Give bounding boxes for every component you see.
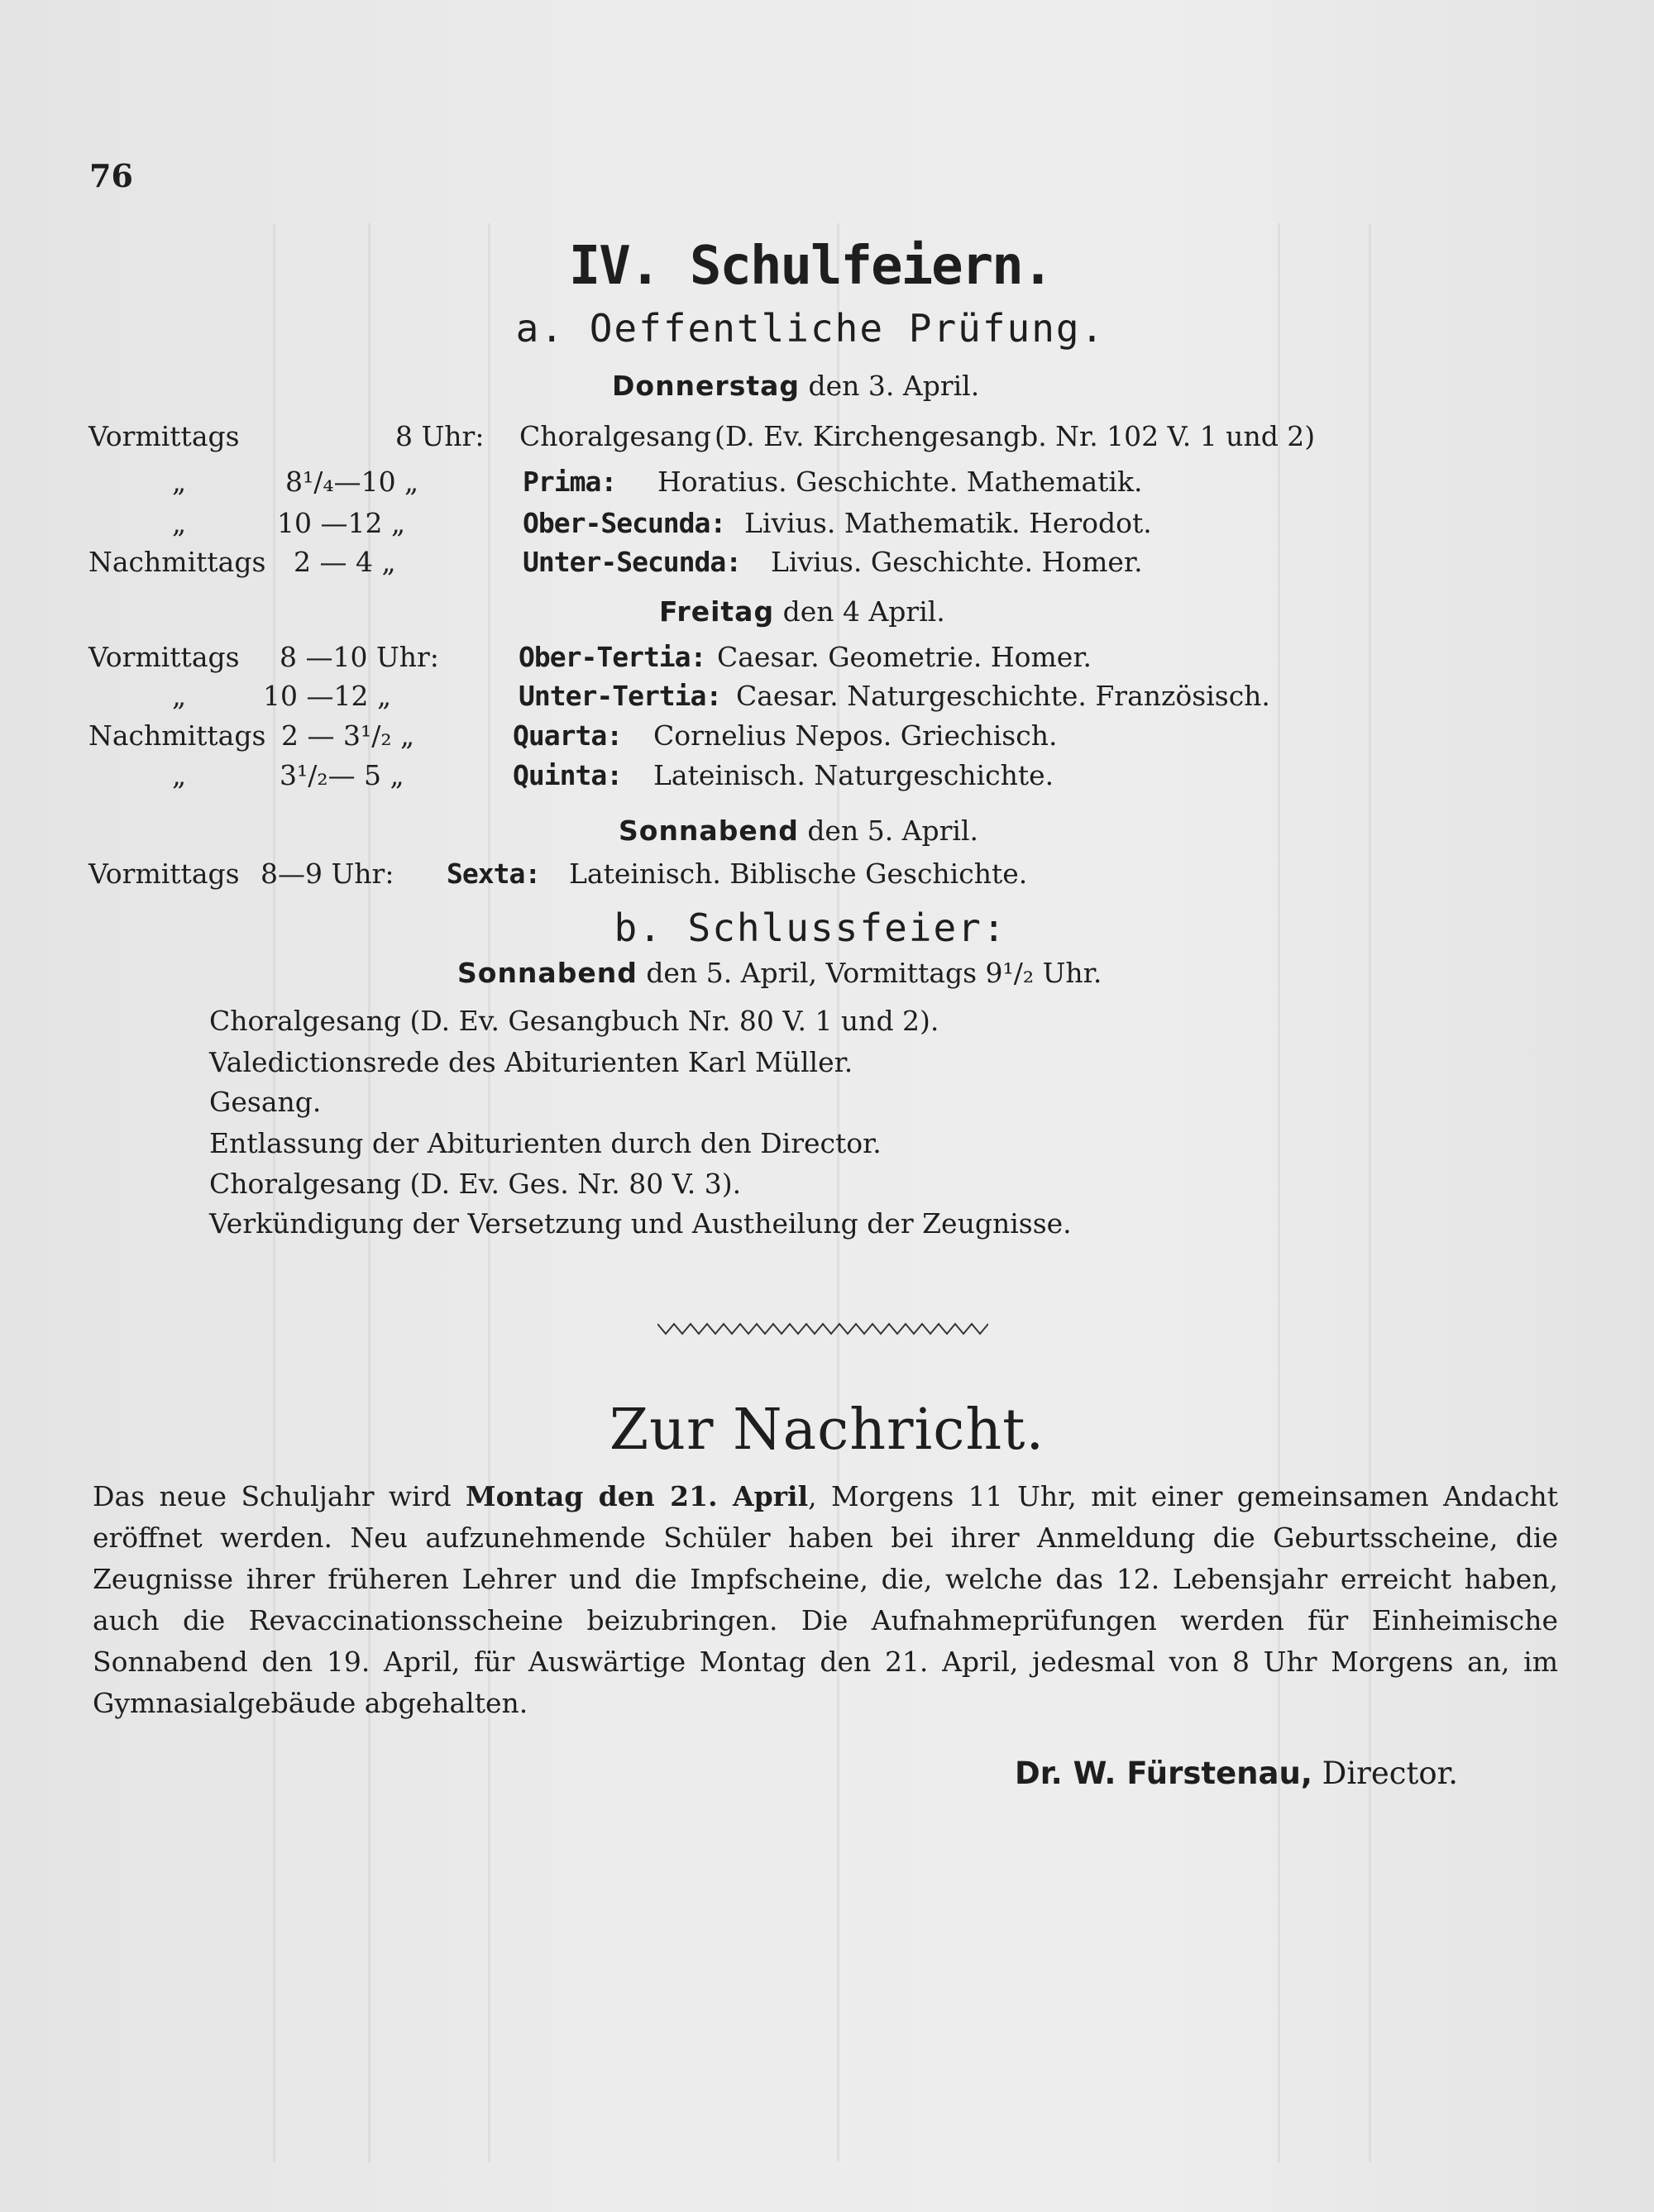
schedule-subjects: Horatius. Geschichte. Mathematik. (657, 466, 1143, 498)
signature: Dr. W. Fürstenau, Director. (1015, 1756, 1458, 1791)
bleed-through-line (1369, 223, 1371, 2162)
schedule-subjects: Caesar. Geometrie. Homer. (717, 641, 1092, 673)
schlussfeier-item: Gesang. (209, 1086, 322, 1118)
schedule-time: 10 —12 „ (277, 507, 406, 539)
schedule-time: 8 —10 Uhr: (280, 641, 439, 673)
schedule-period: Vormittags (88, 858, 240, 890)
schedule-class: Sexta: (447, 858, 541, 890)
schlussfeier-date-line: Sonnabend den 5. April, Vormittags 9¹/₂ Uhr. (457, 957, 1102, 989)
section-title: IV. Schulfeiern. (568, 236, 1053, 297)
schedule-period: „ (172, 759, 187, 791)
notice-paragraph: Das neue Schuljahr wird Montag den 21. April, Morgens 11 Uhr, mit einer gemeinsamen Andacht eröffnet werden. Neu aufzunehmende Schüler haben bei ihrer Anmeldung die Geburtsscheine, die Zeugnisse ihrer früheren Lehrer und die Impfscheine, die, welche das 12. Lebensjahr erreicht haben, auch die Revaccinationsscheine beizubringen. Die Aufnahmeprüfungen werden für Einheimische Sonnabend den 19. April, für Auswärtige Montag den 21. April, jedesmal von 8 Uhr Morgens an, im Gymnasialgebäude abgehalten. (93, 1480, 1558, 1719)
schedule-class: Choralgesang (519, 420, 712, 452)
day-heading-freitag: Freitag den 4 April. (659, 595, 945, 628)
schedule-time: 8 Uhr: (395, 420, 485, 452)
schedule-subjects: Cornelius Nepos. Griechisch. (653, 719, 1058, 752)
schedule-class: Quinta: (513, 759, 623, 791)
schedule-subjects: Caesar. Naturgeschichte. Französisch. (736, 680, 1270, 712)
schedule-subjects: Livius. Mathematik. Herodot. (744, 507, 1152, 539)
subsection-a-title: a. Oeffentliche Prüfung. (515, 306, 1106, 351)
schedule-class: Ober-Tertia: (519, 641, 706, 673)
schedule-period: „ (172, 507, 187, 539)
schedule-subjects: Lateinisch. Naturgeschichte. (653, 759, 1054, 791)
schedule-time: 8—9 Uhr: (261, 858, 394, 890)
schedule-class: Prima: (523, 466, 617, 498)
day-heading-donnerstag: Donnerstag den 3. April. (612, 370, 980, 402)
schedule-subjects: Lateinisch. Biblische Geschichte. (569, 858, 1028, 890)
schlussfeier-item: Entlassung der Abiturienten durch den Director. (209, 1127, 882, 1159)
schedule-time: 8¹/₄—10 „ (285, 466, 419, 498)
schedule-period: „ (172, 680, 187, 712)
schedule-class: Quarta: (513, 719, 623, 752)
schedule-period: „ (172, 466, 187, 498)
schedule-time: 3¹/₂— 5 „ (280, 759, 404, 791)
schedule-time: 10 —12 „ (263, 680, 392, 712)
schedule-class: Unter-Tertia: (519, 680, 722, 712)
schedule-period: Nachmittags (88, 719, 266, 752)
schedule-period: Vormittags (88, 420, 240, 452)
schlussfeier-item: Choralgesang (D. Ev. Gesangbuch Nr. 80 V. 1 und 2). (209, 1005, 939, 1037)
subsection-b-title: b. Schlussfeier: (614, 905, 1007, 950)
schedule-subjects: Livius. Geschichte. Homer. (771, 546, 1143, 578)
schedule-subjects: (D. Ev. Kirchengesangb. Nr. 102 V. 1 und 2) (715, 420, 1316, 452)
schlussfeier-item: Valedictionsrede des Abiturienten Karl Müller. (209, 1046, 853, 1078)
schlussfeier-item: Verkündigung der Versetzung und Austheilung der Zeugnisse. (209, 1207, 1072, 1240)
bleed-through-line (1278, 223, 1280, 2162)
schedule-time: 2 — 4 „ (294, 546, 396, 578)
schedule-time: 2 — 3¹/₂ „ (281, 719, 415, 752)
wavy-divider (657, 1319, 988, 1339)
page-number: 76 (89, 157, 133, 194)
schedule-period: Nachmittags (88, 546, 266, 578)
schlussfeier-item: Choralgesang (D. Ev. Ges. Nr. 80 V. 3). (209, 1168, 742, 1200)
notice-title: Zur Nachricht. (609, 1397, 1045, 1463)
schedule-class: Unter-Secunda: (523, 546, 742, 578)
schedule-class: Ober-Secunda: (523, 507, 726, 539)
schedule-period: Vormittags (88, 641, 240, 673)
day-heading-sonnabend: Sonnabend den 5. April. (619, 815, 979, 847)
